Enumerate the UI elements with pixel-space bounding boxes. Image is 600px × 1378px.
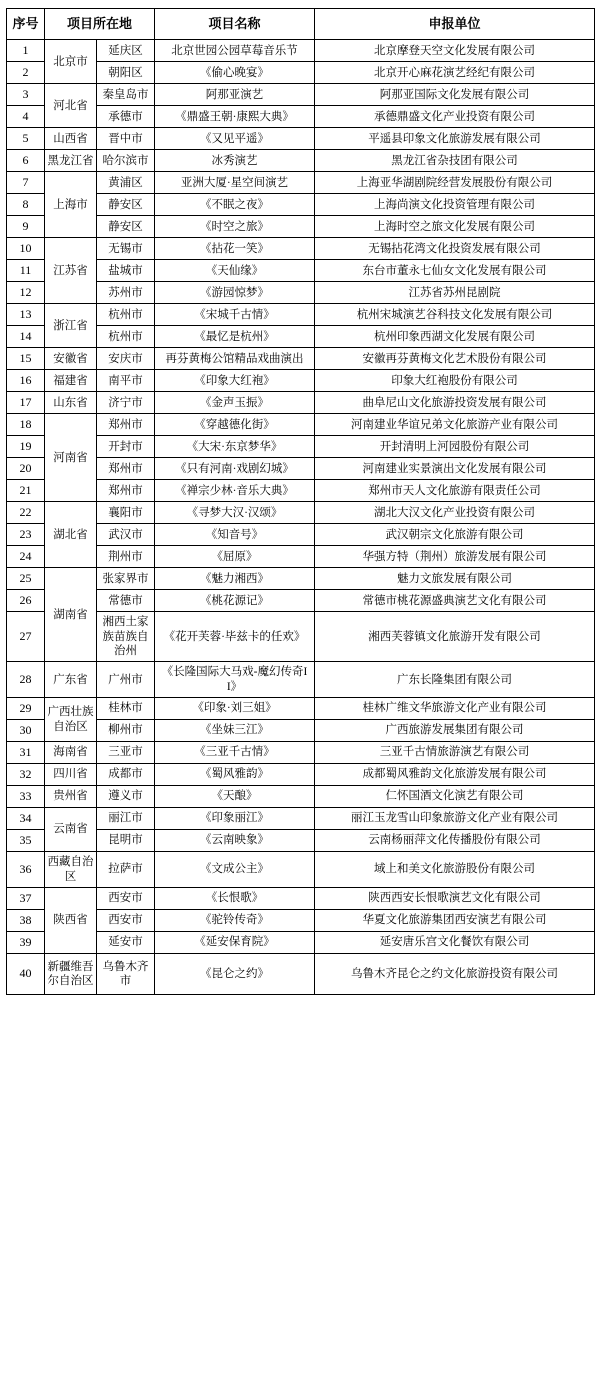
cell-city: 三亚市 bbox=[97, 742, 155, 764]
cell-applicant-unit: 印象大红袍股份有限公司 bbox=[315, 370, 595, 392]
cell-province: 江苏省 bbox=[45, 238, 97, 304]
cell-serial-number: 5 bbox=[7, 128, 45, 150]
cell-serial-number: 2 bbox=[7, 62, 45, 84]
cell-serial-number: 30 bbox=[7, 720, 45, 742]
cell-applicant-unit: 杭州印象西湖文化发展有限公司 bbox=[315, 326, 595, 348]
cell-project-name: 《时空之旅》 bbox=[155, 216, 315, 238]
cell-province: 广东省 bbox=[45, 662, 97, 698]
cell-applicant-unit: 魅力文旅发展有限公司 bbox=[315, 568, 595, 590]
cell-serial-number: 39 bbox=[7, 931, 45, 953]
cell-province: 河南省 bbox=[45, 414, 97, 502]
cell-province: 广西壮族自治区 bbox=[45, 698, 97, 742]
column-header-project-name: 项目名称 bbox=[155, 9, 315, 40]
cell-applicant-unit: 云南杨丽萍文化传播股份有限公司 bbox=[315, 830, 595, 852]
cell-serial-number: 19 bbox=[7, 436, 45, 458]
cell-serial-number: 35 bbox=[7, 830, 45, 852]
cell-province: 湖南省 bbox=[45, 568, 97, 662]
cell-serial-number: 26 bbox=[7, 590, 45, 612]
cell-city: 朝阳区 bbox=[97, 62, 155, 84]
cell-city: 张家界市 bbox=[97, 568, 155, 590]
cell-serial-number: 27 bbox=[7, 612, 45, 662]
cell-city: 静安区 bbox=[97, 216, 155, 238]
cell-project-name: 北京世园公园草莓音乐节 bbox=[155, 40, 315, 62]
cell-city: 西安市 bbox=[97, 887, 155, 909]
cell-applicant-unit: 上海时空之旅文化发展有限公司 bbox=[315, 216, 595, 238]
cell-applicant-unit: 常德市桃花源盛典演艺文化有限公司 bbox=[315, 590, 595, 612]
table-row bbox=[7, 764, 595, 786]
table-row bbox=[7, 348, 595, 370]
cell-serial-number: 13 bbox=[7, 304, 45, 326]
cell-project-name: 《魅力湘西》 bbox=[155, 568, 315, 590]
cell-project-name: 《又见平遥》 bbox=[155, 128, 315, 150]
table-row bbox=[7, 742, 595, 764]
cell-serial-number: 36 bbox=[7, 852, 45, 888]
table-row bbox=[7, 392, 595, 414]
cell-province: 浙江省 bbox=[45, 304, 97, 348]
cell-project-name: 《偷心晚宴》 bbox=[155, 62, 315, 84]
cell-applicant-unit: 安徽再芬黄梅文化艺术股份有限公司 bbox=[315, 348, 595, 370]
cell-city: 秦皇岛市 bbox=[97, 84, 155, 106]
cell-serial-number: 29 bbox=[7, 698, 45, 720]
cell-project-name: 阿那亚演艺 bbox=[155, 84, 315, 106]
cell-applicant-unit: 陕西西安长恨歌演艺文化有限公司 bbox=[315, 887, 595, 909]
cell-project-name: 《天酿》 bbox=[155, 786, 315, 808]
cell-province: 新疆维吾尔自治区 bbox=[45, 953, 97, 994]
cell-city: 杭州市 bbox=[97, 326, 155, 348]
cell-city: 郑州市 bbox=[97, 414, 155, 436]
cell-project-name: 《天仙缘》 bbox=[155, 260, 315, 282]
table-row bbox=[7, 786, 595, 808]
cell-project-name: 《穿越德化街》 bbox=[155, 414, 315, 436]
cell-project-name: 《最忆是杭州》 bbox=[155, 326, 315, 348]
cell-project-name: 《拈花一笑》 bbox=[155, 238, 315, 260]
cell-serial-number: 4 bbox=[7, 106, 45, 128]
cell-city: 杭州市 bbox=[97, 304, 155, 326]
cell-city: 遵义市 bbox=[97, 786, 155, 808]
cell-project-name: 《文成公主》 bbox=[155, 852, 315, 888]
cell-project-name: 《知音号》 bbox=[155, 524, 315, 546]
cell-applicant-unit: 东台市董永七仙女文化发展有限公司 bbox=[315, 260, 595, 282]
cell-applicant-unit: 桂林广维文华旅游文化产业有限公司 bbox=[315, 698, 595, 720]
cell-province: 贵州省 bbox=[45, 786, 97, 808]
cell-city: 湘西土家族苗族自治州 bbox=[97, 612, 155, 662]
cell-province: 云南省 bbox=[45, 808, 97, 852]
cell-province: 福建省 bbox=[45, 370, 97, 392]
cell-serial-number: 20 bbox=[7, 458, 45, 480]
cell-project-name: 《只有河南·戏剧幻城》 bbox=[155, 458, 315, 480]
table-row bbox=[7, 304, 595, 326]
cell-province: 山西省 bbox=[45, 128, 97, 150]
cell-project-name: 《三亚千古情》 bbox=[155, 742, 315, 764]
cell-project-name: 《寻梦大汉·汉颂》 bbox=[155, 502, 315, 524]
cell-project-name: 《桃花源记》 bbox=[155, 590, 315, 612]
cell-applicant-unit: 平遥县印象文化旅游发展有限公司 bbox=[315, 128, 595, 150]
cell-project-name: 《屈原》 bbox=[155, 546, 315, 568]
column-header-location: 项目所在地 bbox=[45, 9, 155, 40]
cell-applicant-unit: 上海亚华湖剧院经营发展股份有限公司 bbox=[315, 172, 595, 194]
cell-applicant-unit: 曲阜尼山文化旅游投资发展有限公司 bbox=[315, 392, 595, 414]
table-row bbox=[7, 502, 595, 524]
cell-city: 安庆市 bbox=[97, 348, 155, 370]
cell-project-name: 《印象·刘三姐》 bbox=[155, 698, 315, 720]
cell-project-name: 《不眠之夜》 bbox=[155, 194, 315, 216]
cell-serial-number: 37 bbox=[7, 887, 45, 909]
cell-serial-number: 38 bbox=[7, 909, 45, 931]
cell-project-name: 《长隆国际大马戏-魔幻传奇II》 bbox=[155, 662, 315, 698]
cell-city: 襄阳市 bbox=[97, 502, 155, 524]
table-row bbox=[7, 953, 595, 994]
cell-province: 四川省 bbox=[45, 764, 97, 786]
cell-serial-number: 34 bbox=[7, 808, 45, 830]
cell-city: 丽江市 bbox=[97, 808, 155, 830]
table-row bbox=[7, 662, 595, 698]
project-table bbox=[6, 8, 595, 995]
cell-serial-number: 12 bbox=[7, 282, 45, 304]
cell-serial-number: 16 bbox=[7, 370, 45, 392]
cell-province: 陕西省 bbox=[45, 887, 97, 953]
cell-city: 昆明市 bbox=[97, 830, 155, 852]
cell-city: 拉萨市 bbox=[97, 852, 155, 888]
table-row bbox=[7, 150, 595, 172]
cell-city: 济宁市 bbox=[97, 392, 155, 414]
table-row bbox=[7, 40, 595, 62]
table-row bbox=[7, 568, 595, 590]
cell-city: 荆州市 bbox=[97, 546, 155, 568]
cell-project-name: 《蜀风雅韵》 bbox=[155, 764, 315, 786]
cell-serial-number: 14 bbox=[7, 326, 45, 348]
table-row bbox=[7, 172, 595, 194]
cell-city: 开封市 bbox=[97, 436, 155, 458]
cell-serial-number: 7 bbox=[7, 172, 45, 194]
cell-serial-number: 11 bbox=[7, 260, 45, 282]
table-body bbox=[7, 40, 595, 995]
cell-serial-number: 17 bbox=[7, 392, 45, 414]
cell-project-name: 《延安保育院》 bbox=[155, 931, 315, 953]
cell-project-name: 《金声玉振》 bbox=[155, 392, 315, 414]
table-row bbox=[7, 238, 595, 260]
cell-province: 海南省 bbox=[45, 742, 97, 764]
cell-project-name: 《禅宗少林·音乐大典》 bbox=[155, 480, 315, 502]
cell-applicant-unit: 延安唐乐宫文化餐饮有限公司 bbox=[315, 931, 595, 953]
cell-serial-number: 28 bbox=[7, 662, 45, 698]
cell-project-name: 《花开芙蓉·毕兹卡的任欢》 bbox=[155, 612, 315, 662]
table-row bbox=[7, 370, 595, 392]
cell-project-name: 《大宋·东京梦华》 bbox=[155, 436, 315, 458]
cell-city: 苏州市 bbox=[97, 282, 155, 304]
cell-project-name: 冰秀演艺 bbox=[155, 150, 315, 172]
cell-applicant-unit: 河南建业实景演出文化发展有限公司 bbox=[315, 458, 595, 480]
cell-serial-number: 1 bbox=[7, 40, 45, 62]
cell-applicant-unit: 无锡拈花湾文化投资发展有限公司 bbox=[315, 238, 595, 260]
table-row bbox=[7, 887, 595, 909]
cell-province: 安徽省 bbox=[45, 348, 97, 370]
cell-city: 柳州市 bbox=[97, 720, 155, 742]
cell-applicant-unit: 湖北大汉文化产业投资有限公司 bbox=[315, 502, 595, 524]
cell-project-name: 《鼎盛王朝·康熙大典》 bbox=[155, 106, 315, 128]
cell-applicant-unit: 北京开心麻花演艺经纪有限公司 bbox=[315, 62, 595, 84]
cell-serial-number: 32 bbox=[7, 764, 45, 786]
cell-serial-number: 23 bbox=[7, 524, 45, 546]
cell-project-name: 《驼铃传奇》 bbox=[155, 909, 315, 931]
cell-project-name: 《云南映象》 bbox=[155, 830, 315, 852]
cell-city: 黄浦区 bbox=[97, 172, 155, 194]
cell-applicant-unit: 开封清明上河园股份有限公司 bbox=[315, 436, 595, 458]
cell-serial-number: 10 bbox=[7, 238, 45, 260]
cell-city: 盐城市 bbox=[97, 260, 155, 282]
cell-city: 广州市 bbox=[97, 662, 155, 698]
cell-applicant-unit: 丽江玉龙雪山印象旅游文化产业有限公司 bbox=[315, 808, 595, 830]
cell-city: 成都市 bbox=[97, 764, 155, 786]
cell-applicant-unit: 北京摩登天空文化发展有限公司 bbox=[315, 40, 595, 62]
cell-province: 湖北省 bbox=[45, 502, 97, 568]
cell-serial-number: 15 bbox=[7, 348, 45, 370]
cell-serial-number: 31 bbox=[7, 742, 45, 764]
cell-serial-number: 9 bbox=[7, 216, 45, 238]
column-header-no: 序号 bbox=[7, 9, 45, 40]
cell-serial-number: 22 bbox=[7, 502, 45, 524]
cell-province: 北京市 bbox=[45, 40, 97, 84]
cell-project-name: 《印象大红袍》 bbox=[155, 370, 315, 392]
cell-project-name: 《坐妹三江》 bbox=[155, 720, 315, 742]
cell-applicant-unit: 郑州市天人文化旅游有限责任公司 bbox=[315, 480, 595, 502]
cell-serial-number: 24 bbox=[7, 546, 45, 568]
cell-applicant-unit: 武汉朝宗文化旅游有限公司 bbox=[315, 524, 595, 546]
cell-project-name: 再芬黄梅公馆精品戏曲演出 bbox=[155, 348, 315, 370]
cell-applicant-unit: 广西旅游发展集团有限公司 bbox=[315, 720, 595, 742]
cell-applicant-unit: 江苏省苏州昆剧院 bbox=[315, 282, 595, 304]
cell-applicant-unit: 承德鼎盛文化产业投资有限公司 bbox=[315, 106, 595, 128]
cell-applicant-unit: 华夏文化旅游集团西安演艺有限公司 bbox=[315, 909, 595, 931]
cell-city: 乌鲁木齐市 bbox=[97, 953, 155, 994]
cell-project-name: 《宋城千古情》 bbox=[155, 304, 315, 326]
cell-city: 郑州市 bbox=[97, 458, 155, 480]
cell-project-name: 《昆仑之约》 bbox=[155, 953, 315, 994]
table-row bbox=[7, 414, 595, 436]
table-header bbox=[7, 9, 595, 40]
cell-city: 无锡市 bbox=[97, 238, 155, 260]
cell-applicant-unit: 仁怀国酒文化演艺有限公司 bbox=[315, 786, 595, 808]
cell-city: 南平市 bbox=[97, 370, 155, 392]
cell-project-name: 亚洲大厦·星空间演艺 bbox=[155, 172, 315, 194]
cell-city: 西安市 bbox=[97, 909, 155, 931]
cell-applicant-unit: 河南建业华谊兄弟文化旅游产业有限公司 bbox=[315, 414, 595, 436]
cell-applicant-unit: 杭州宋城演艺谷科技文化发展有限公司 bbox=[315, 304, 595, 326]
table-row bbox=[7, 128, 595, 150]
cell-province: 上海市 bbox=[45, 172, 97, 238]
cell-province: 河北省 bbox=[45, 84, 97, 128]
table-row bbox=[7, 808, 595, 830]
cell-applicant-unit: 广东长隆集团有限公司 bbox=[315, 662, 595, 698]
cell-project-name: 《长恨歌》 bbox=[155, 887, 315, 909]
cell-serial-number: 40 bbox=[7, 953, 45, 994]
cell-city: 延安市 bbox=[97, 931, 155, 953]
cell-applicant-unit: 华强方特（荆州）旅游发展有限公司 bbox=[315, 546, 595, 568]
cell-city: 武汉市 bbox=[97, 524, 155, 546]
cell-serial-number: 6 bbox=[7, 150, 45, 172]
cell-applicant-unit: 阿那亚国际文化发展有限公司 bbox=[315, 84, 595, 106]
cell-city: 郑州市 bbox=[97, 480, 155, 502]
cell-city: 常德市 bbox=[97, 590, 155, 612]
cell-applicant-unit: 上海尚演文化投资管理有限公司 bbox=[315, 194, 595, 216]
table-row bbox=[7, 84, 595, 106]
cell-applicant-unit: 三亚千古情旅游演艺有限公司 bbox=[315, 742, 595, 764]
cell-serial-number: 25 bbox=[7, 568, 45, 590]
cell-city: 静安区 bbox=[97, 194, 155, 216]
cell-applicant-unit: 乌鲁木齐昆仑之约文化旅游投资有限公司 bbox=[315, 953, 595, 994]
cell-city: 承德市 bbox=[97, 106, 155, 128]
cell-applicant-unit: 成都蜀风雅韵文化旅游发展有限公司 bbox=[315, 764, 595, 786]
cell-serial-number: 8 bbox=[7, 194, 45, 216]
column-header-applicant-unit: 申报单位 bbox=[315, 9, 595, 40]
cell-city: 晋中市 bbox=[97, 128, 155, 150]
cell-province: 山东省 bbox=[45, 392, 97, 414]
cell-applicant-unit: 黑龙江省杂技团有限公司 bbox=[315, 150, 595, 172]
cell-city: 哈尔滨市 bbox=[97, 150, 155, 172]
cell-project-name: 《游园惊梦》 bbox=[155, 282, 315, 304]
cell-serial-number: 3 bbox=[7, 84, 45, 106]
cell-applicant-unit: 域上和美文化旅游股份有限公司 bbox=[315, 852, 595, 888]
cell-project-name: 《印象丽江》 bbox=[155, 808, 315, 830]
cell-province: 黑龙江省 bbox=[45, 150, 97, 172]
cell-applicant-unit: 湘西芙蓉镇文化旅游开发有限公司 bbox=[315, 612, 595, 662]
cell-serial-number: 33 bbox=[7, 786, 45, 808]
cell-city: 延庆区 bbox=[97, 40, 155, 62]
table-header-row bbox=[7, 9, 595, 40]
cell-serial-number: 21 bbox=[7, 480, 45, 502]
cell-serial-number: 18 bbox=[7, 414, 45, 436]
cell-province: 西藏自治区 bbox=[45, 852, 97, 888]
table-row bbox=[7, 852, 595, 888]
table-row bbox=[7, 698, 595, 720]
cell-city: 桂林市 bbox=[97, 698, 155, 720]
